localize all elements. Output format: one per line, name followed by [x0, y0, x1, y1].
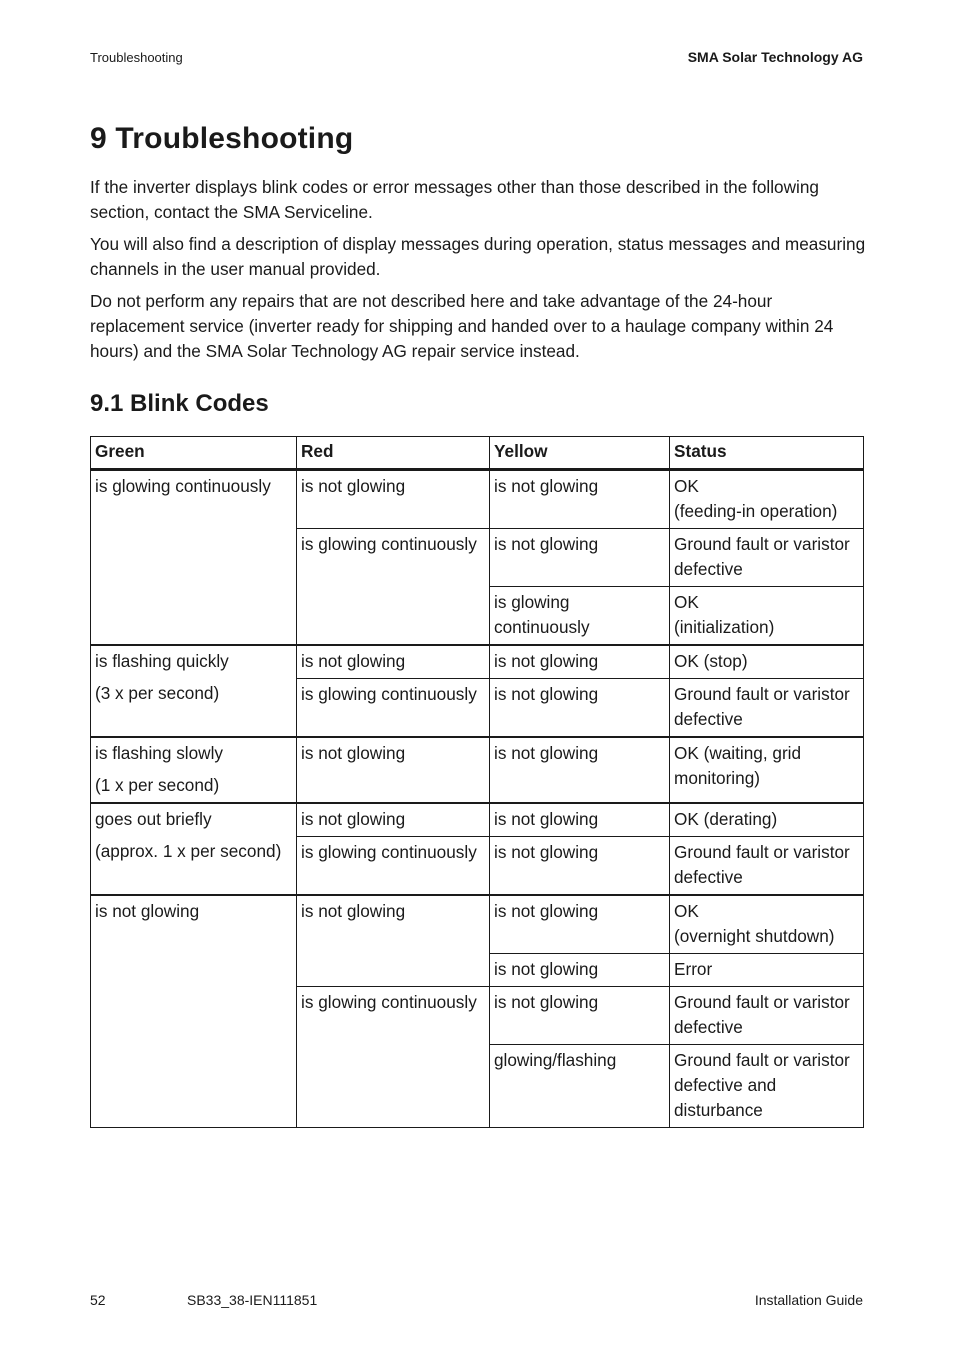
column-header-green: Green — [91, 437, 297, 470]
cell-red: is glowing continuously — [297, 679, 490, 738]
cell-line: OK — [674, 901, 699, 921]
cell-yellow: is not glowing — [490, 954, 670, 987]
cell-yellow: is not glowing — [490, 737, 670, 803]
column-header-red: Red — [297, 437, 490, 470]
cell-line: OK (derating) — [674, 809, 778, 829]
table-row — [91, 645, 864, 679]
cell-status — [670, 679, 864, 738]
cell-green — [91, 470, 297, 646]
document-id: SB33_38-IEN111851 — [187, 1292, 318, 1308]
table-row — [91, 803, 864, 837]
blink-codes-table — [90, 436, 864, 1128]
cell-line: OK (stop) — [674, 651, 748, 671]
cell-line: Ground fault or varistor defective — [674, 684, 850, 729]
cell-red: is not glowing — [297, 895, 490, 987]
cell-status — [670, 1045, 864, 1128]
cell-line: Ground fault or varistor defective — [674, 992, 850, 1037]
document-type: Installation Guide — [754, 1292, 863, 1308]
cell-red: is not glowing — [297, 645, 490, 679]
cell-yellow: is not glowing — [490, 645, 670, 679]
running-header-company: SMA Solar Technology AG — [687, 49, 863, 65]
cell-yellow: is not glowing — [490, 895, 670, 954]
cell-yellow: is not glowing — [490, 470, 670, 529]
cell-red: is glowing continuously — [297, 529, 490, 646]
cell-line: OK (waiting, grid monitoring) — [674, 743, 802, 788]
cell-line: (3 x per second) — [95, 683, 220, 703]
cell-line: (approx. 1 x per second) — [95, 841, 282, 861]
intro-paragraph: Do not perform any repairs that are not described here and take advantage of the 24-hour replacement service (inverter ready for shipping and handed over to a haulage company within 24 hours) and the SMA Solar Technology AG repair service instead. — [90, 291, 834, 361]
cell-status — [670, 587, 864, 646]
cell-green — [91, 737, 297, 803]
cell-line: OK — [674, 476, 699, 496]
chapter-title: 9 Troubleshooting — [90, 122, 354, 155]
cell-yellow: glowing/flashing — [490, 1045, 670, 1128]
section-title: 9.1 Blink Codes — [90, 390, 269, 417]
cell-yellow: is glowing continuously — [490, 587, 670, 646]
table-row — [91, 737, 864, 803]
cell-green — [91, 645, 297, 737]
running-header-section: Troubleshooting — [90, 50, 183, 65]
cell-status — [670, 470, 864, 529]
cell-line: (1 x per second) — [95, 775, 220, 795]
cell-status — [670, 987, 864, 1045]
cell-yellow: is not glowing — [490, 987, 670, 1045]
cell-line: is flashing quickly — [95, 651, 229, 671]
cell-status — [670, 895, 864, 954]
cell-status — [670, 837, 864, 896]
cell-yellow: is not glowing — [490, 679, 670, 738]
column-header-status: Status — [670, 437, 864, 470]
cell-line: (initialization) — [674, 617, 775, 637]
cell-line: (feeding-in operation) — [674, 501, 838, 521]
cell-red: is glowing continuously — [297, 837, 490, 896]
cell-status — [670, 737, 864, 803]
cell-red: is not glowing — [297, 470, 490, 529]
cell-status — [670, 954, 864, 987]
cell-status — [670, 529, 864, 587]
cell-status — [670, 803, 864, 837]
table-row — [91, 895, 864, 954]
cell-green — [91, 803, 297, 895]
cell-line: Error — [674, 959, 713, 979]
table-row — [91, 470, 864, 529]
cell-line: goes out briefly — [95, 809, 212, 829]
intro-text — [90, 175, 870, 371]
intro-paragraph: You will also find a description of display messages during operation, status messages and measuring channels in the user manual provided. — [90, 234, 866, 279]
cell-line: Ground fault or varistor defective — [674, 842, 850, 887]
cell-line: is glowing continuously — [95, 476, 271, 496]
cell-line: OK — [674, 592, 699, 612]
cell-line: is flashing slowly — [95, 743, 223, 763]
cell-yellow: is not glowing — [490, 529, 670, 587]
intro-paragraph: If the inverter displays blink codes or error messages other than those described in the following section, contact the SMA Serviceline. — [90, 177, 819, 222]
cell-red: is glowing continuously — [297, 987, 490, 1128]
column-header-yellow: Yellow — [490, 437, 670, 470]
cell-line: Ground fault or varistor defective — [674, 534, 850, 579]
cell-yellow: is not glowing — [490, 837, 670, 896]
cell-line: Ground fault or varistor defective and disturbance — [674, 1050, 850, 1120]
blink-codes-body — [91, 470, 864, 1128]
cell-red: is not glowing — [297, 737, 490, 803]
page-number: 52 — [90, 1292, 106, 1308]
cell-line: is not glowing — [95, 901, 200, 921]
table-header-row — [91, 437, 864, 470]
cell-status — [670, 645, 864, 679]
cell-green — [91, 895, 297, 1128]
cell-yellow: is not glowing — [490, 803, 670, 837]
cell-red: is not glowing — [297, 803, 490, 837]
cell-line: (overnight shutdown) — [674, 926, 835, 946]
